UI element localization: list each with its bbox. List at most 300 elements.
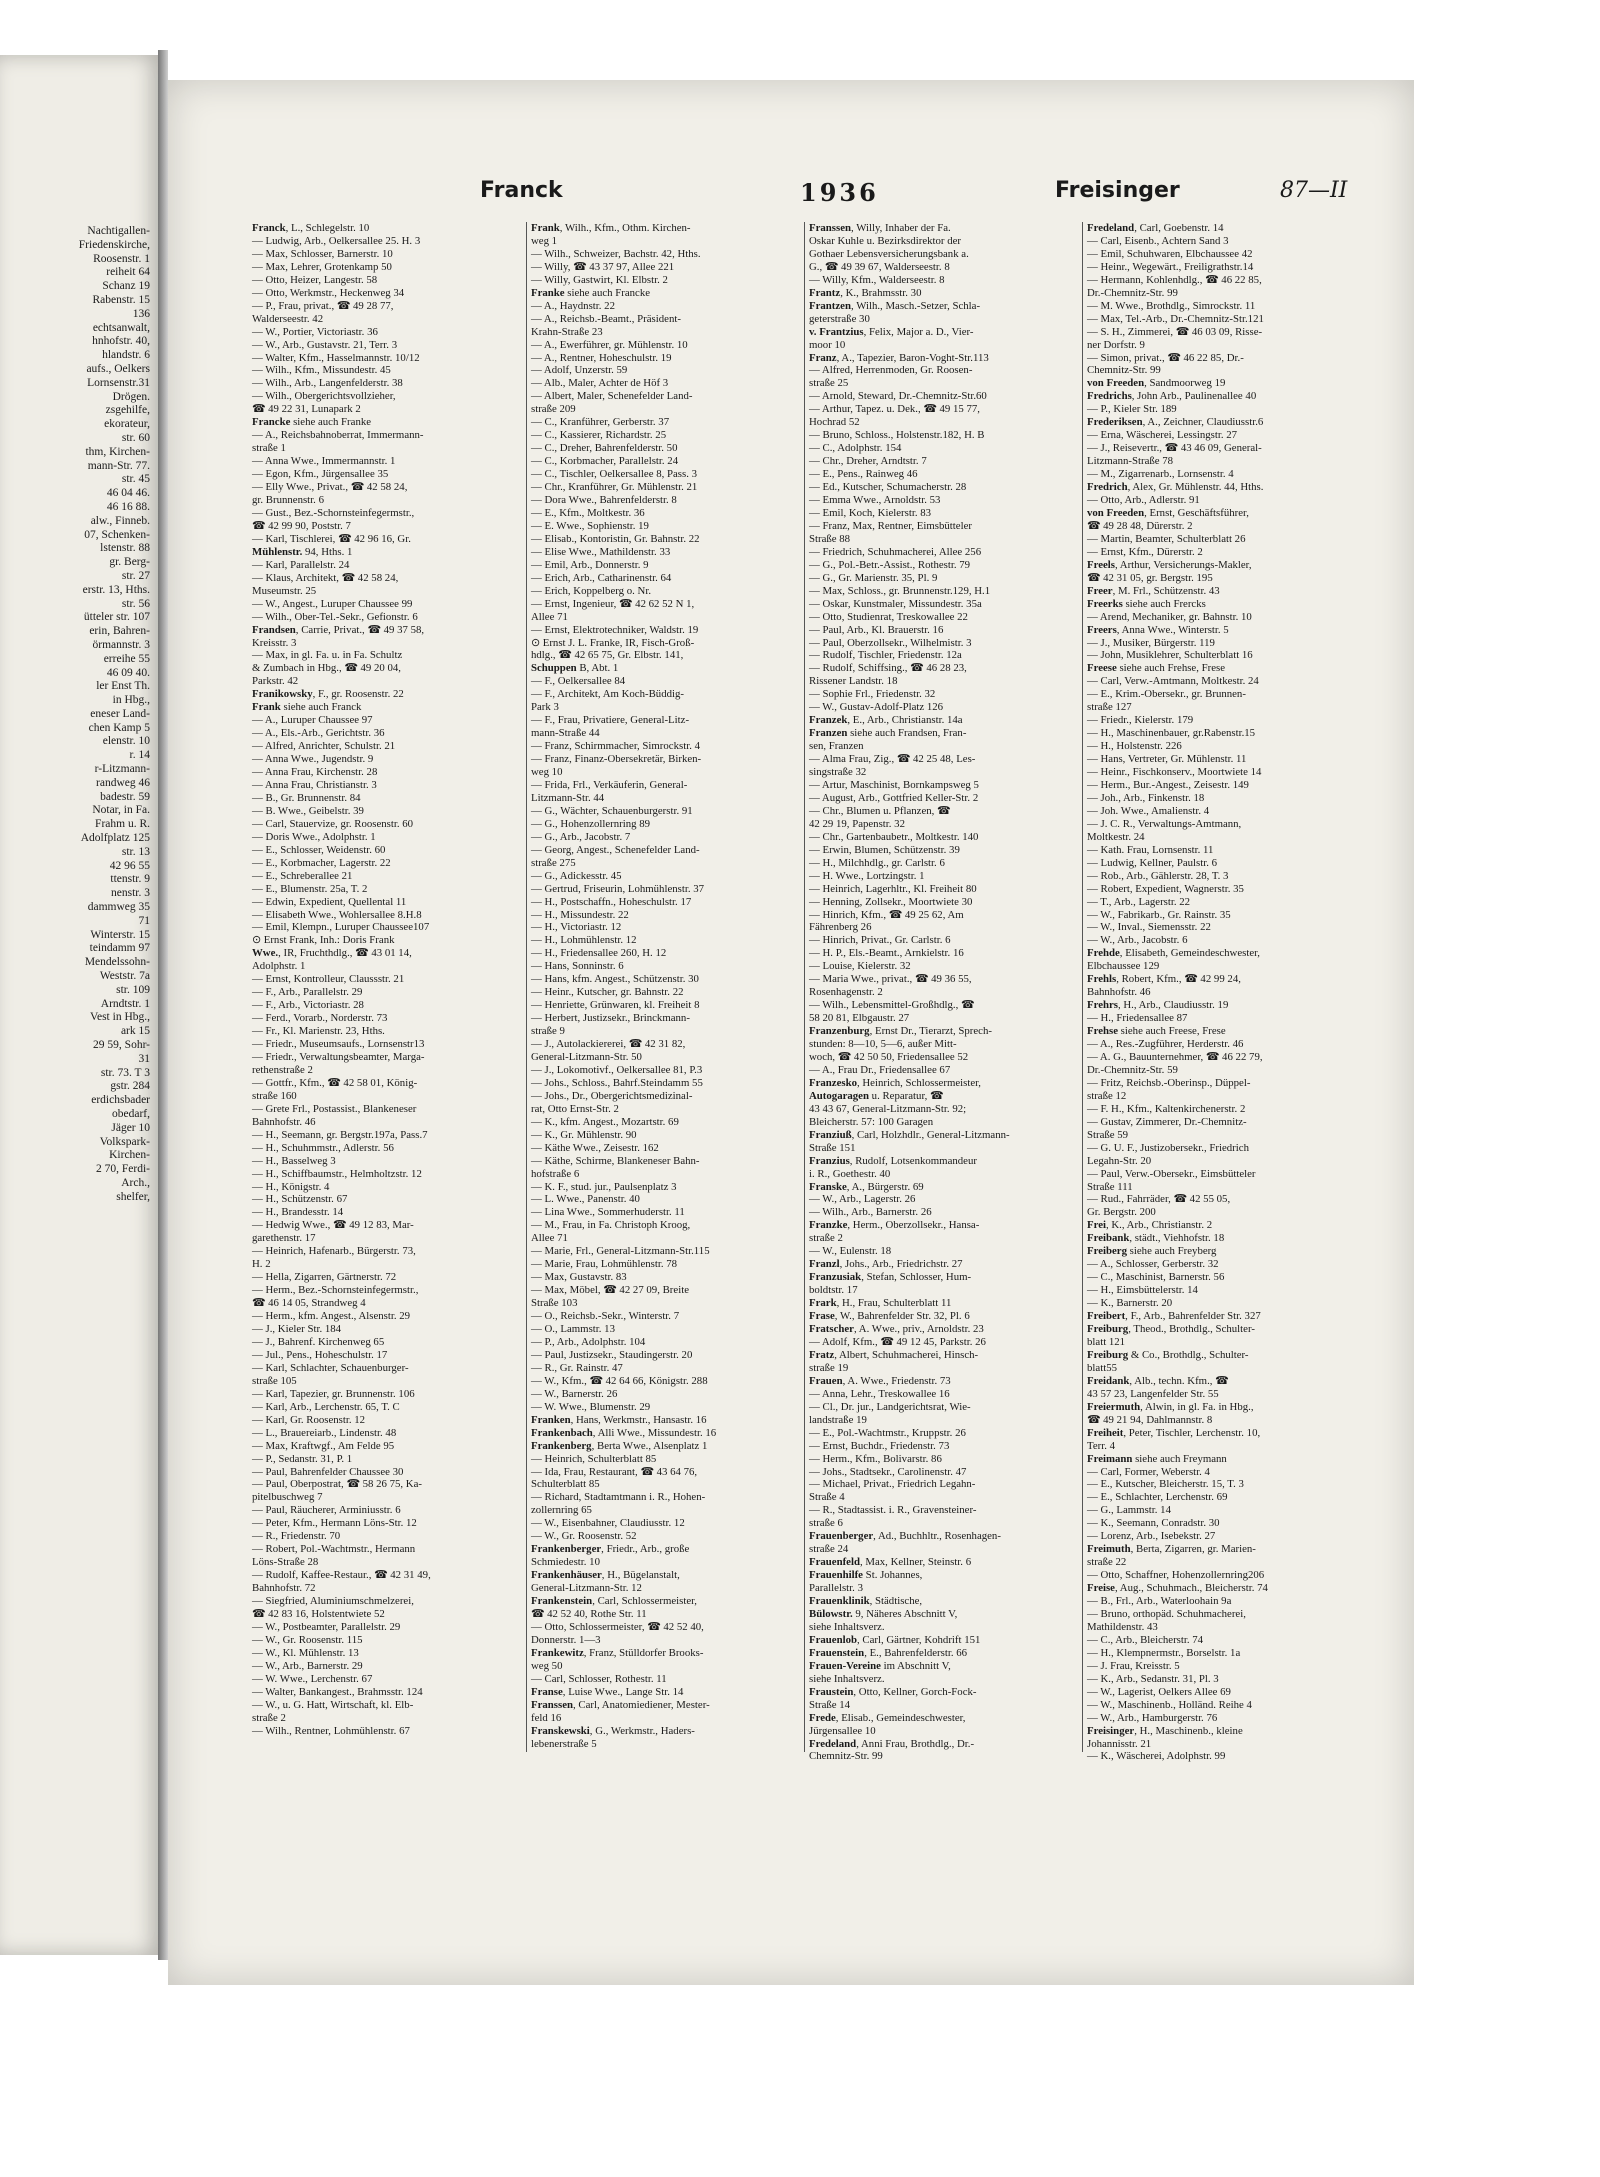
- directory-entry: — Bruno, Schloss., Holstenstr.182, H. B: [809, 429, 985, 442]
- directory-entry: — Richard, Stadtamtmann i. R., Hohen-: [531, 1491, 706, 1504]
- directory-entry: — C., Adolphstr. 154: [809, 442, 902, 455]
- directory-entry: — E., Schreberallee 21: [252, 869, 353, 882]
- directory-entry: ⊙ Ernst Frank, Inh.: Doris Frank: [252, 934, 395, 947]
- previous-page-edge: [0, 55, 160, 1955]
- directory-entry: Fredrichs, John Arb., Paulinenallee 40: [1087, 390, 1257, 403]
- directory-entry: — Paul, Justizsekr., Staudingerstr. 20: [531, 1348, 693, 1361]
- directory-entry: — H., Schuhmmstr., Adlerstr. 56: [252, 1141, 394, 1154]
- directory-entry: — K., Barnerstr. 20: [1087, 1297, 1173, 1310]
- directory-entry: — A., Reichsbahnoberrat, Immermann-: [252, 429, 424, 442]
- directory-entry: — Rudolf, Kaffee-Restaur., ☎ 42 31 49,: [252, 1569, 431, 1582]
- directory-entry: Fredeland, Anni Frau, Brothdlg., Dr.-: [809, 1737, 975, 1750]
- directory-entry: — Doris Wwe., Adolphstr. 1: [252, 830, 376, 843]
- directory-entry: — F., Arb., Victoriastr. 28: [252, 999, 364, 1012]
- directory-entry: Frauenhilfe St. Johannes,: [809, 1569, 923, 1582]
- directory-entry: — A., Reichsb.-Beamt., Präsident-: [531, 312, 681, 325]
- directory-entry: Freiburg, Theod., Brothdlg., Schulter-: [1087, 1323, 1255, 1336]
- directory-entry: Freidank, Alb., techn. Kfm., ☎: [1087, 1374, 1229, 1387]
- directory-entry: — G., Hohenzollernring 89: [531, 817, 651, 830]
- directory-entry: — Hinrich, Privat., Gr. Carlstr. 6: [809, 934, 951, 947]
- previous-page-line: Volkspark-: [99, 1135, 150, 1148]
- previous-page-line: Nachtigallen-: [87, 225, 150, 237]
- directory-entry: Frauenstein, E., Bahrenfelderstr. 66: [809, 1646, 968, 1659]
- directory-entry: Frehde, Elisabeth, Gemeindeschwester,: [1087, 947, 1260, 960]
- directory-entry: — W., Angest., Luruper Chaussee 99: [252, 597, 413, 610]
- directory-entry: — G., Lammstr. 14: [1087, 1504, 1171, 1517]
- directory-entry: Allee 71: [531, 610, 568, 623]
- directory-entry: Hochrad 52: [809, 416, 860, 429]
- directory-entry: — Adolf, Kfm., ☎ 49 12 45, Parkstr. 26: [809, 1335, 986, 1348]
- directory-entry: — K., kfm. Angest., Mozartstr. 69: [531, 1115, 679, 1128]
- directory-entry: — G., Wächter, Schauenburgerstr. 91: [531, 804, 693, 817]
- directory-entry: — M., Frau, in Fa. Christoph Kroog,: [531, 1219, 691, 1232]
- directory-entry: Frauen, A. Wwe., Friedenstr. 73: [809, 1374, 951, 1387]
- directory-entry: — Carl, Eisenb., Achtern Sand 3: [1087, 234, 1229, 247]
- directory-entry: Straße 14: [809, 1698, 851, 1711]
- directory-entry: — Ernst, Buchdr., Friedenstr. 73: [809, 1439, 950, 1452]
- directory-entry: Fredeland, Carl, Goebenstr. 14: [1087, 222, 1224, 234]
- directory-entry: — K., Seemann, Conradstr. 30: [1087, 1517, 1220, 1530]
- directory-entry: Frankenberger, Friedr., Arb., große: [531, 1543, 690, 1556]
- directory-entry: — W., Arb., Lagerstr. 26: [809, 1193, 916, 1206]
- previous-page-line: r-Litzmann-: [94, 763, 150, 776]
- directory-entry: — Herm., Kfm., Bolivarstr. 86: [809, 1452, 942, 1465]
- directory-entry: von Freeden, Ernst, Geschäftsführer,: [1087, 506, 1249, 519]
- directory-entry: — Anna Frau, Kirchenstr. 28: [252, 766, 378, 779]
- directory-entry: — P., Kieler Str. 189: [1087, 403, 1177, 416]
- directory-entry: — Marie, Frau, Lohmühlenstr. 78: [531, 1258, 678, 1271]
- directory-entry: straße 6: [809, 1517, 843, 1530]
- directory-entry: — Carl, Former, Weberstr. 4: [1087, 1465, 1210, 1478]
- previous-page-line: 136: [132, 307, 150, 320]
- directory-entry: Rosenhagenstr. 2: [809, 986, 883, 999]
- previous-page-line: elenstr. 10: [102, 735, 150, 748]
- directory-entry: — H., Postschaffn., Hoheschulstr. 17: [531, 895, 692, 908]
- directory-entry: — Erich, Koppelberg o. Nr.: [531, 584, 652, 597]
- directory-entry: siehe Inhaltsverz.: [809, 1672, 885, 1685]
- directory-entry: — E., Kutscher, Bleicherstr. 15, T. 3: [1087, 1478, 1244, 1491]
- previous-page-line: hnhofstr. 40,: [92, 335, 150, 348]
- directory-entry: — W., Kl. Mühlenstr. 13: [252, 1646, 359, 1659]
- directory-entry: — Martin, Beamter, Schulterblatt 26: [1087, 532, 1246, 545]
- directory-entry: landstraße 19: [809, 1413, 867, 1426]
- directory-entry: — E., Blumenstr. 25a, T. 2: [252, 882, 368, 895]
- directory-entry: — Simon, privat., ☎ 46 22 85, Dr.-: [1087, 351, 1244, 364]
- previous-page-line: 31: [138, 1052, 150, 1065]
- directory-entry: singstraße 32: [809, 766, 867, 779]
- previous-page-line: Arch.,: [121, 1176, 150, 1189]
- directory-entry: — Elisab., Kontoristin, Gr. Bahnstr. 22: [531, 532, 700, 545]
- directory-entry: — Wilh., Arb., Barnerstr. 26: [809, 1206, 932, 1219]
- directory-entry: — Max, Tel.-Arb., Dr.-Chemnitz-Str.121: [1087, 312, 1264, 325]
- directory-entry: Frankewitz, Franz, Stülldorfer Brooks-: [531, 1646, 704, 1659]
- directory-entry: Frehse siehe auch Freese, Frese: [1087, 1025, 1226, 1038]
- previous-page-line: 07, Schenken-: [84, 528, 150, 541]
- directory-entry: — Cl., Dr. jur., Landgerichtsrat, Wie-: [809, 1400, 971, 1413]
- directory-entry: — W., Eulenstr. 18: [809, 1245, 892, 1258]
- directory-entry: lebenerstraße 5: [531, 1737, 597, 1750]
- directory-entry: — Rud., Fahrräder, ☎ 42 55 05,: [1087, 1193, 1231, 1206]
- directory-entry: — Gust., Bez.-Schornsteinfegermstr.,: [252, 506, 415, 519]
- directory-entry: Freese siehe auch Frehse, Frese: [1087, 662, 1226, 675]
- directory-entry: — W., Gr. Roosenstr. 115: [252, 1633, 363, 1646]
- directory-entry: ☎ 49 21 94, Dahlmannstr. 8: [1087, 1413, 1213, 1426]
- directory-entry: straße 105: [252, 1374, 297, 1387]
- directory-entry: — Max, Lehrer, Grotenkamp 50: [252, 260, 392, 273]
- directory-entry: — B. Wwe., Geibelstr. 39: [252, 804, 364, 817]
- directory-entry: — Johs., Dr., Obergerichtsmedizinal-: [531, 1089, 693, 1102]
- directory-entry: — Frida, Frl., Verkäuferin, General-: [531, 778, 688, 791]
- directory-entry: Franske, A., Bürgerstr. 69: [809, 1180, 924, 1193]
- directory-entry: — Chr., Blumen u. Pflanzen, ☎: [809, 804, 951, 817]
- directory-entry: — F., Architekt, Am Koch-Büddig-: [531, 688, 684, 701]
- previous-page-line: ekorateur,: [104, 418, 150, 431]
- previous-page-line: Notar, in Fa.: [92, 804, 150, 817]
- directory-entry: — Carl, Stauervize, gr. Roosenstr. 60: [252, 817, 414, 830]
- directory-entry: Parallelstr. 3: [809, 1582, 863, 1595]
- directory-entry: — W., Eisenbahner, Claudiusstr. 12: [531, 1517, 685, 1530]
- directory-entry: — W. Wwe., Lerchenstr. 67: [252, 1672, 373, 1685]
- directory-entry: — Albert, Maler, Schenefelder Land-: [531, 390, 693, 403]
- directory-entry: — Anna Wwe., Jugendstr. 9: [252, 753, 374, 766]
- directory-entry: — Carl, Schlosser, Rothestr. 11: [531, 1672, 667, 1685]
- directory-entry: Franse, Luise Wwe., Lange Str. 14: [531, 1685, 684, 1698]
- directory-entry: — Wilh., Rentner, Lohmühlenstr. 67: [252, 1724, 410, 1737]
- directory-entry: — August, Arb., Gottfried Keller-Str. 2: [809, 791, 979, 804]
- directory-entry: v. Frantzius, Felix, Major a. D., Vier-: [809, 325, 974, 338]
- previous-page-line: Roosenstr. 1: [93, 252, 150, 265]
- previous-page-line: 29 59, Sohr-: [93, 1039, 150, 1052]
- directory-entry: — F., Arb., Parallelstr. 29: [252, 986, 363, 999]
- directory-entry: Frankenstein, Carl, Schlossermeister,: [531, 1595, 698, 1608]
- directory-entry: Franzek, E., Arb., Christianstr. 14a: [809, 714, 963, 727]
- directory-entry: — S. H., Zimmerei, ☎ 46 03 09, Risse-: [1087, 325, 1263, 338]
- directory-entry: — Karl, Gr. Roosenstr. 12: [252, 1413, 366, 1426]
- directory-entry: — H. P., Els.-Beamt., Arnkielstr. 16: [809, 947, 964, 960]
- directory-entry: — Emil, Schuhwaren, Elbchaussee 42: [1087, 247, 1253, 260]
- directory-entry: blatt55: [1087, 1361, 1117, 1374]
- directory-entry: stunden: 8—10, 5—6, außer Mitt-: [809, 1038, 957, 1051]
- directory-entry: — H., Maschinenbauer, gr.Rabenstr.15: [1087, 727, 1256, 740]
- directory-entry: — A., Luruper Chaussee 97: [252, 714, 373, 727]
- previous-page-line: mann-Str. 77.: [87, 459, 150, 472]
- directory-entry: — P., Arb., Adolphstr. 104: [531, 1335, 646, 1348]
- previous-page-line: Kirchen-: [109, 1149, 150, 1162]
- directory-entry: — W., Portier, Victoriastr. 36: [252, 325, 378, 338]
- directory-entry: — John, Musiklehrer, Schulterblatt 16: [1087, 649, 1253, 662]
- directory-entry: — Klaus, Architekt, ☎ 42 58 24,: [252, 571, 399, 584]
- directory-entry: — E., Pens., Rainweg 46: [809, 468, 918, 481]
- directory-entry: — Fr., Kl. Marienstr. 23, Hths.: [252, 1025, 385, 1038]
- directory-entry: — Karl, Arb., Lerchenstr. 65, T. C: [252, 1400, 400, 1413]
- directory-entry: — Emma Wwe., Arnoldstr. 53: [809, 494, 941, 507]
- directory-entry: — W., Gustav-Adolf-Platz 126: [809, 701, 944, 714]
- previous-page-line: hlandstr. 6: [102, 349, 150, 362]
- directory-entry: — Friedr., Museumsaufs., Lornsenstr13: [252, 1038, 425, 1051]
- previous-page-line: nenstr. 3: [111, 887, 150, 900]
- directory-entry: garethenstr. 17: [252, 1232, 316, 1245]
- directory-entry: — J., Lokomotivf., Oelkersallee 81, P.3: [531, 1063, 703, 1076]
- directory-entry: — Otto, Schaffner, Hohenzollernring206: [1087, 1569, 1265, 1582]
- directory-entry: Autogaragen u. Reparatur, ☎: [809, 1089, 944, 1102]
- directory-entry: — Henning, Zollsekr., Moortwiete 30: [809, 895, 973, 908]
- directory-entry: Frase, W., Bahrenfelder Str. 32, Pl. 6: [809, 1310, 970, 1323]
- directory-entry: feld 16: [531, 1711, 562, 1724]
- directory-entry: Frandsen, Carrie, Privat., ☎ 49 37 58,: [252, 623, 425, 636]
- directory-entry: — Ida, Frau, Restaurant, ☎ 43 64 76,: [531, 1465, 698, 1478]
- directory-entry: pitelbuschweg 7: [252, 1491, 323, 1504]
- previous-page-line: Rabenstr. 15: [92, 293, 150, 306]
- directory-entry: — J. C. R., Verwaltungs-Amtmann,: [1087, 817, 1242, 830]
- directory-entry: — Rob., Arb., Gählerstr. 28, T. 3: [1087, 869, 1229, 882]
- directory-entry: — Paul, Oberpostrat, ☎ 58 26 75, Ka-: [252, 1478, 422, 1491]
- previous-page-line: Winterstr. 15: [90, 928, 150, 941]
- directory-entry: Franskewski, G., Werkmstr., Haders-: [531, 1724, 695, 1737]
- directory-entry: — H., Basselweg 3: [252, 1154, 336, 1167]
- directory-entry: — L., Brauereiarb., Lindenstr. 48: [252, 1426, 397, 1439]
- directory-entry: — Willy, Gastwirt, Kl. Elbstr. 2: [531, 273, 668, 286]
- directory-entry: Bahnhofstr. 46: [1087, 986, 1151, 999]
- previous-page-line: ttenstr. 9: [110, 873, 150, 886]
- directory-entry: Freerks siehe auch Frercks: [1087, 597, 1206, 610]
- directory-entry: & Zumbach in Hbg., ☎ 49 20 04,: [252, 662, 401, 675]
- directory-entry: — Ludwig, Arb., Oelkersallee 25. H. 3: [252, 234, 421, 247]
- directory-entry: zollernring 65: [531, 1504, 592, 1517]
- directory-entry: straße 1: [252, 442, 286, 455]
- directory-entry: Allee 71: [531, 1232, 568, 1245]
- directory-entry: boldtstr. 17: [809, 1284, 858, 1297]
- directory-entry: Freisinger, H., Maschinenb., kleine: [1087, 1724, 1243, 1737]
- directory-entry: — E., Kfm., Moltkestr. 36: [531, 506, 645, 519]
- previous-page-line: eneser Land-: [90, 707, 150, 720]
- directory-entry: straße 127: [1087, 701, 1132, 714]
- previous-page-line: Lornsenstr.31: [87, 376, 150, 389]
- directory-entry: Donnerstr. 1—3: [531, 1633, 601, 1646]
- directory-entry: — J. Frau, Kreisstr. 5: [1087, 1659, 1180, 1672]
- directory-entry: — W., Kfm., ☎ 42 64 66, Königstr. 288: [531, 1374, 708, 1387]
- directory-entry: ☎ 42 99 90, Poststr. 7: [252, 519, 351, 532]
- directory-entry: — A. G., Bauunternehmer, ☎ 46 22 79,: [1087, 1051, 1263, 1063]
- directory-entry: blatt 121: [1087, 1335, 1126, 1348]
- directory-entry: General-Litzmann-Str. 50: [531, 1051, 642, 1063]
- directory-entry: — Alfred, Herrenmoden, Gr. Roosen-: [809, 364, 973, 377]
- directory-entry: Straße 151: [809, 1141, 856, 1154]
- previous-page-line: dammweg 35: [87, 901, 150, 914]
- directory-entry: — K., Wäscherei, Adolphstr. 99: [1087, 1750, 1226, 1763]
- directory-entry: Johannisstr. 21: [1087, 1737, 1152, 1750]
- directory-entry: — Max, Gustavstr. 83: [531, 1271, 627, 1284]
- directory-entry: — Otto, Studienrat, Treskowallee 22: [809, 610, 968, 623]
- directory-entry: — H., Seemann, gr. Bergstr.197a, Pass.7: [252, 1128, 428, 1141]
- directory-entry: — Wilh., Kfm., Missundestr. 45: [252, 364, 391, 377]
- right-running-head: Freisinger: [1055, 178, 1180, 203]
- directory-entry: — Egon, Kfm., Jürgensallee 35: [252, 468, 389, 481]
- directory-entry: — Hermann, Kohlenhdlg., ☎ 46 22 85,: [1087, 273, 1262, 286]
- directory-entry: — K. F., stud. jur., Paulsenplatz 3: [531, 1180, 677, 1193]
- directory-entry: mann-Straße 44: [531, 727, 600, 740]
- directory-entry: H. 2: [252, 1258, 271, 1271]
- directory-entry: — Heinrich, Hafenarb., Bürgerstr. 73,: [252, 1245, 416, 1258]
- left-running-head: Franck: [480, 178, 563, 203]
- directory-entry: — W., Fabrikarb., Gr. Rainstr. 35: [1087, 908, 1231, 921]
- directory-entry: Franzenburg, Ernst Dr., Tierarzt, Sprech-: [809, 1025, 992, 1038]
- directory-entry: — Heinr., Kutscher, gr. Bahnstr. 22: [531, 986, 684, 999]
- previous-page-line: Frahm u. R.: [95, 818, 150, 831]
- directory-entry: Frehrs, H., Arb., Claudiusstr. 19: [1087, 999, 1229, 1012]
- directory-entry: Bleicherstr. 57: 100 Garagen: [809, 1115, 934, 1128]
- directory-entry: Frauenberger, Ad., Buchhltr., Rosenhagen-: [809, 1530, 1001, 1543]
- directory-entry: Litzmann-Str. 44: [531, 791, 605, 804]
- directory-entry: Jürgensallee 10: [809, 1724, 876, 1737]
- directory-entry: Straße 111: [1087, 1180, 1133, 1193]
- directory-entry: Schuppen B, Abt. 1: [531, 662, 619, 675]
- directory-entry: Franken, Hans, Werkmstr., Hansastr. 16: [531, 1413, 707, 1426]
- directory-entry: — Herm., Bur.-Angest., Zeisestr. 149: [1087, 778, 1249, 791]
- column-1: [248, 222, 526, 1752]
- directory-entry: — R., Friedenstr. 70: [252, 1530, 341, 1543]
- directory-entry: — Karl, Tapezier, gr. Brunnenstr. 106: [252, 1387, 415, 1400]
- directory-entry: sen, Franzen: [809, 740, 864, 753]
- previous-page-line: Vest in Hbg.,: [89, 1011, 150, 1024]
- directory-entry: Frauenklinik, Städtische,: [809, 1595, 923, 1608]
- directory-entry: — Chr., Gartenbaubetr., Moltkestr. 140: [809, 830, 979, 843]
- previous-page-line: str. 73. T 3: [100, 1066, 150, 1079]
- directory-entry: woch, ☎ 42 50 50, Friedensallee 52: [809, 1051, 969, 1063]
- directory-entry: von Freeden, Sandmoorweg 19: [1087, 377, 1226, 390]
- directory-entry: — Franz, Max, Rentner, Eimsbütteler: [809, 519, 972, 532]
- directory-entry: — Herm., kfm. Angest., Alsenstr. 29: [252, 1310, 411, 1323]
- directory-entry: — W., Lagerist, Oelkers Allee 69: [1087, 1685, 1231, 1698]
- directory-entry: — W., Barnerstr. 26: [531, 1387, 618, 1400]
- directory-entry: — Hinrich, Kfm., ☎ 49 25 62, Am: [809, 908, 964, 921]
- previous-page-line: in Hbg.,: [112, 694, 150, 707]
- directory-entry: — Herbert, Justizsekr., Brinckmann-: [531, 1012, 690, 1025]
- directory-entry: — Johs., Schloss., Bahrf.Steindamm 55: [531, 1076, 703, 1089]
- directory-entry: — Walter, Kfm., Hasselmannstr. 10/12: [252, 351, 420, 364]
- directory-entry: rethenstraße 2: [252, 1063, 313, 1076]
- directory-entry: Freers, Anna Wwe., Winterstr. 5: [1087, 623, 1229, 636]
- directory-entry: — Anna Wwe., Immermannstr. 1: [252, 455, 396, 468]
- directory-entry: Franzesko, Heinrich, Schlossermeister,: [809, 1076, 981, 1089]
- directory-entry: Frank siehe auch Franck: [252, 701, 362, 714]
- previous-page-line: reiheit 64: [106, 266, 150, 279]
- directory-entry: — C., Arb., Bleicherstr. 74: [1087, 1633, 1204, 1646]
- previous-page-line: chen Kamp 5: [88, 721, 150, 734]
- directory-entry: Dr.-Chemnitz-Str. 59: [1087, 1063, 1178, 1076]
- directory-entry: Franz, A., Tapezier, Baron-Voght-Str.113: [809, 351, 989, 364]
- directory-entry: — Max, Schlosser, Barnerstr. 10: [252, 247, 393, 260]
- previous-page-line: teindamm 97: [89, 942, 150, 955]
- previous-page-line: obedarf,: [112, 1108, 150, 1120]
- directory-entry: — Paul, Verw.-Obersekr., Eimsbütteler: [1087, 1167, 1256, 1180]
- directory-entry: — Hans, Vertreter, Gr. Mühlenstr. 11: [1087, 753, 1247, 766]
- previous-page-line: örmannstr. 3: [92, 638, 150, 651]
- previous-page-line: 46 04 46.: [106, 487, 150, 500]
- directory-entry: — Heinr., Fischkonserv., Moortwiete 14: [1087, 766, 1262, 779]
- previous-page-line: str. 109: [116, 983, 150, 996]
- previous-page-line: randweg 46: [96, 776, 150, 789]
- directory-entry: Francke siehe auch Franke: [252, 416, 372, 429]
- directory-entry: Moltkestr. 24: [1087, 830, 1145, 843]
- directory-entry: geterstraße 30: [809, 312, 870, 325]
- previous-page-line: gr. Berg-: [109, 556, 150, 569]
- directory-entry: — Fritz, Reichsb.-Oberinsp., Düppel-: [1087, 1076, 1251, 1089]
- directory-entry: Franzen siehe auch Frandsen, Fran-: [809, 727, 967, 740]
- directory-entry: — Ernst, Ingenieur, ☎ 42 62 52 N 1,: [531, 597, 695, 610]
- previous-page-line: badestr. 59: [100, 790, 150, 803]
- directory-entry: — Otto, Werkmstr., Heckenweg 34: [252, 286, 405, 299]
- directory-entry: — Otto, Schlossermeister, ☎ 42 52 40,: [531, 1620, 704, 1633]
- directory-entry: — M., Zigarrenarb., Lornsenstr. 4: [1087, 468, 1234, 481]
- directory-entry: — Ed., Kutscher, Schumacherstr. 28: [809, 481, 967, 494]
- directory-entry: — C., Korbmacher, Parallelstr. 24: [531, 455, 679, 468]
- directory-entry: Gr. Bergstr. 200: [1087, 1206, 1156, 1219]
- directory-entry: Straße 59: [1087, 1128, 1129, 1141]
- directory-entry: — H., Eimsbüttelerstr. 14: [1087, 1284, 1198, 1297]
- directory-entry: Frank, Wilh., Kfm., Othm. Kirchen-: [531, 222, 691, 234]
- directory-entry: — W., Inval., Siemensstr. 22: [1087, 921, 1211, 934]
- directory-entry: — J., Kieler Str. 184: [252, 1323, 342, 1336]
- directory-entry: — Gertrud, Friseurin, Lohmühlenstr. 37: [531, 882, 705, 895]
- directory-entry: — Rudolf, Tischler, Friedenstr. 12a: [809, 649, 962, 662]
- directory-entry: — Friedr., Verwaltungsbeamter, Marga-: [252, 1051, 425, 1063]
- directory-entry: straße 25: [809, 377, 849, 390]
- directory-entry: ☎ 49 22 31, Lunapark 2: [252, 403, 361, 416]
- directory-entry: straße 9: [531, 1025, 565, 1038]
- directory-entry: Franzke, Herm., Oberzollsekr., Hansa-: [809, 1219, 980, 1232]
- column-2: [526, 222, 804, 1752]
- directory-entry: — Dora Wwe., Bahrenfelderstr. 8: [531, 494, 677, 507]
- previous-page-line: gstr. 284: [110, 1080, 150, 1093]
- directory-entry: — Oskar, Kunstmaler, Missundestr. 35a: [809, 597, 982, 610]
- previous-page-line: shelfer,: [116, 1190, 150, 1203]
- directory-entry: — Hans, kfm. Angest., Schützenstr. 30: [531, 973, 699, 986]
- directory-entry: — O., Lammstr. 13: [531, 1323, 615, 1336]
- previous-page-line: Adolfplatz 125: [80, 832, 150, 845]
- directory-entry: Elbchaussee 129: [1087, 960, 1160, 973]
- directory-entry: ☎ 42 52 40, Rothe Str. 11: [531, 1607, 647, 1620]
- directory-entry: — Hedwig Wwe., ☎ 49 12 83, Mar-: [252, 1219, 414, 1232]
- directory-entry: — Arnold, Steward, Dr.-Chemnitz-Str.60: [809, 390, 987, 403]
- directory-entry: Rissener Landstr. 18: [809, 675, 898, 688]
- directory-entry: — Georg, Angest., Schenefelder Land-: [531, 843, 700, 856]
- directory-entry: Park 3: [531, 701, 559, 714]
- directory-entry: — Ernst, Kontrolleur, Claussstr. 21: [252, 973, 405, 986]
- directory-entry: Franziuß, Carl, Holzhdlr., General-Litzmann-: [809, 1128, 1010, 1141]
- directory-entry: Frederiksen, A., Zeichner, Claudiusstr.6: [1087, 416, 1264, 429]
- directory-entry: Freiheit, Peter, Tischler, Lerchenstr. 10,: [1087, 1426, 1261, 1439]
- directory-entry: straße 22: [1087, 1556, 1127, 1569]
- directory-entry: — Wilh., Ober-Tel.-Sekr., Gefionstr. 6: [252, 610, 418, 623]
- directory-entry: Frankenberg, Berta Wwe., Alsenplatz 1: [531, 1439, 708, 1452]
- directory-entry: — A., Frau Dr., Friedensallee 67: [809, 1063, 951, 1076]
- directory-entry: 43 57 23, Langenfelder Str. 55: [1087, 1387, 1219, 1400]
- directory-entry: — G., Gr. Marienstr. 35, Pl. 9: [809, 571, 938, 584]
- directory-entry: — Arend, Mechaniker, gr. Bahnstr. 10: [1087, 610, 1252, 623]
- directory-entry: — F., Oelkersallee 84: [531, 675, 626, 688]
- directory-entry: — J., Musiker, Bürgerstr. 119: [1087, 636, 1215, 649]
- directory-entry: — P., Frau, privat., ☎ 49 28 77,: [252, 299, 394, 312]
- directory-entry: Frei, K., Arb., Christianstr. 2: [1087, 1219, 1213, 1232]
- directory-entry: — Elisabeth Wwe., Wohlersallee 8.H.8: [252, 908, 422, 921]
- directory-entry: — C., Maschinist, Barnerstr. 56: [1087, 1271, 1225, 1284]
- directory-entry: — Arthur, Tapez. u. Dek., ☎ 49 15 77,: [809, 403, 980, 416]
- directory-entry: — W., u. G. Hatt, Wirtschaft, kl. Elb-: [252, 1698, 414, 1711]
- previous-page-line: Jäger 10: [111, 1121, 150, 1134]
- directory-entry: — G., Adickesstr. 45: [531, 869, 622, 882]
- directory-entry: — Adolf, Unzerstr. 59: [531, 364, 628, 377]
- year: 1936: [800, 178, 879, 207]
